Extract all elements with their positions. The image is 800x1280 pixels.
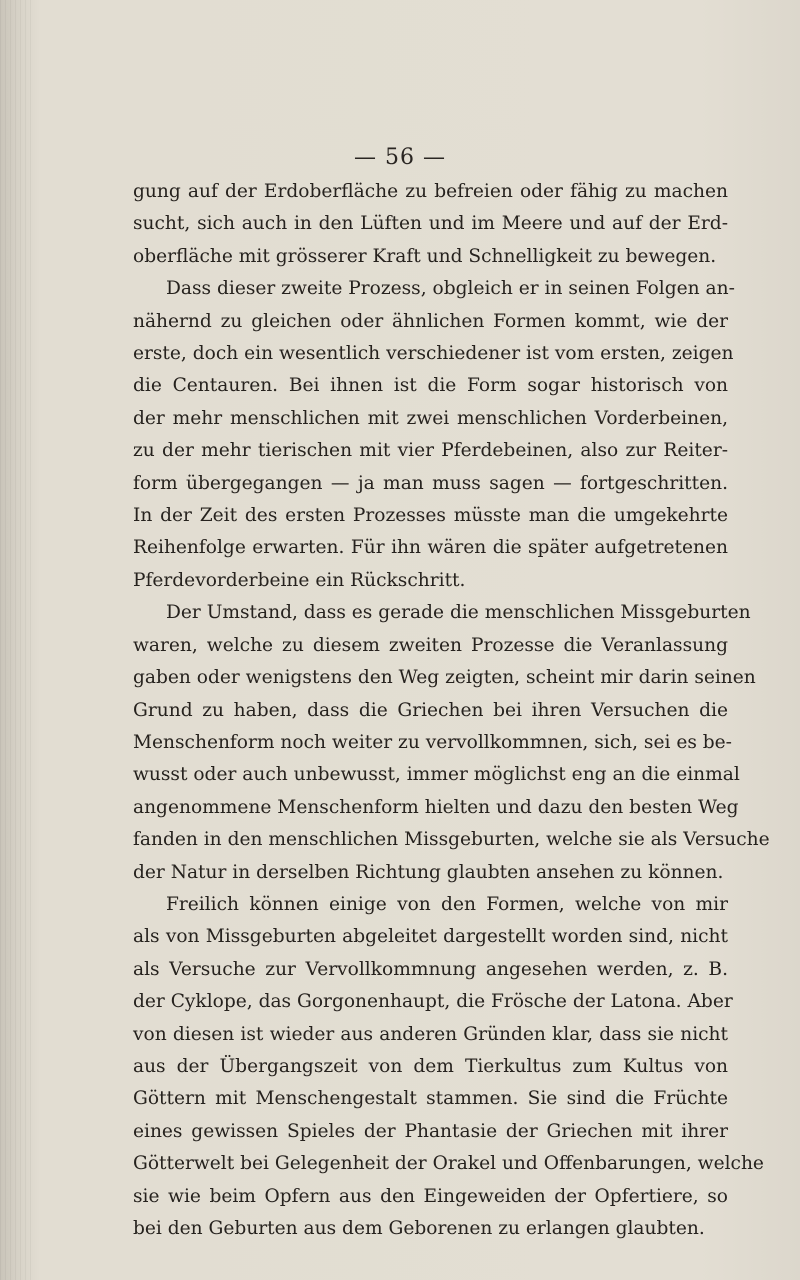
text-line: Menschenform noch weiter zu vervollkommnen, sich, sei es be- xyxy=(133,731,732,753)
text-line: wusst oder auch unbewusst, immer möglichst eng an die einmal xyxy=(133,764,740,786)
text-line: der mehr menschlichen mit zwei menschlichen Vorderbeinen, xyxy=(133,407,728,429)
text-line: Reihenfolge erwarten. Für ihn wären die später aufgetretenen xyxy=(133,537,728,559)
text-line: die Centauren. Bei ihnen ist die Form sogar historisch von xyxy=(133,375,728,397)
text-line: Göttern mit Menschengestalt stammen. Sie sind die Früchte xyxy=(133,1088,728,1110)
page-number: — 56 — xyxy=(354,145,446,170)
text-line: In der Zeit des ersten Prozesses müsste man die umgekehrte xyxy=(133,505,728,527)
text-line: eines gewissen Spieles der Phantasie der Griechen mit ihrer xyxy=(133,1120,728,1142)
text-line: als von Missgeburten abgeleitet dargestellt worden sind, nicht xyxy=(133,926,728,948)
text-line: oberfläche mit grösserer Kraft und Schnelligkeit zu bewegen. xyxy=(133,245,717,267)
text-line: waren, welche zu diesem zweiten Prozesse die Veranlassung xyxy=(133,634,728,656)
text-line: gaben oder wenigstens den Weg zeigten, scheint mir darin seinen xyxy=(133,667,756,689)
text-line: Dass dieser zweite Prozess, obgleich er in seinen Folgen an- xyxy=(166,278,735,300)
text-line: erste, doch ein wesentlich verschiedener ist vom ersten, zeigen xyxy=(133,343,734,365)
text-line: sie wie beim Opfern aus den Eingeweiden der Opfertiere, so xyxy=(133,1185,728,1207)
text-line: form übergegangen — ja man muss sagen — fortgeschritten. xyxy=(133,472,728,494)
text-line: Pferdevorderbeine ein Rückschritt. xyxy=(133,569,466,591)
text-line: Freilich können einige von den Formen, welche von mir xyxy=(166,893,728,915)
text-line: von diesen ist wieder aus anderen Gründen klar, dass sie nicht xyxy=(133,1023,728,1045)
text-line: bei den Geburten aus dem Geborenen zu erlangen glaubten. xyxy=(133,1218,705,1239)
text-line: zu der mehr tierischen mit vier Pferdebeinen, also zur Reiter- xyxy=(133,440,728,462)
page-binding-edge xyxy=(0,0,34,1280)
text-line: gung auf der Erdoberfläche zu befreien oder fähig zu machen xyxy=(133,181,728,202)
text-line: aus der Übergangszeit von dem Tierkultus zum Kultus von xyxy=(133,1055,728,1077)
text-line: Grund zu haben, dass die Griechen bei ihren Versuchen die xyxy=(133,699,728,721)
text-line: Der Umstand, dass es gerade die menschlichen Missgeburten xyxy=(166,602,751,624)
paragraph-1 xyxy=(133,176,728,273)
text-line: sucht, sich auch in den Lüften und im Meere und auf der Erd- xyxy=(133,213,728,235)
text-line: der Cyklope, das Gorgonenhaupt, die Frösche der Latona. Aber xyxy=(133,991,733,1013)
text-line: nähernd zu gleichen oder ähnlichen Formen kommt, wie der xyxy=(133,310,728,332)
paragraph-2 xyxy=(133,273,735,597)
text-line: fanden in den menschlichen Missgeburten, welche sie als Versuche xyxy=(133,829,770,851)
text-line: als Versuche zur Vervollkommnung angesehen werden, z. B. xyxy=(133,958,728,980)
text-line: Götterwelt bei Gelegenheit der Orakel und Offenbarungen, welche xyxy=(133,1153,764,1175)
paragraph-4 xyxy=(133,889,764,1245)
text-line: angenommene Menschenform hielten und dazu den besten Weg xyxy=(133,796,739,818)
body-text xyxy=(133,176,770,1245)
paragraph-3 xyxy=(133,597,770,889)
text-line: der Natur in derselben Richtung glaubten ansehen zu können. xyxy=(133,861,724,883)
